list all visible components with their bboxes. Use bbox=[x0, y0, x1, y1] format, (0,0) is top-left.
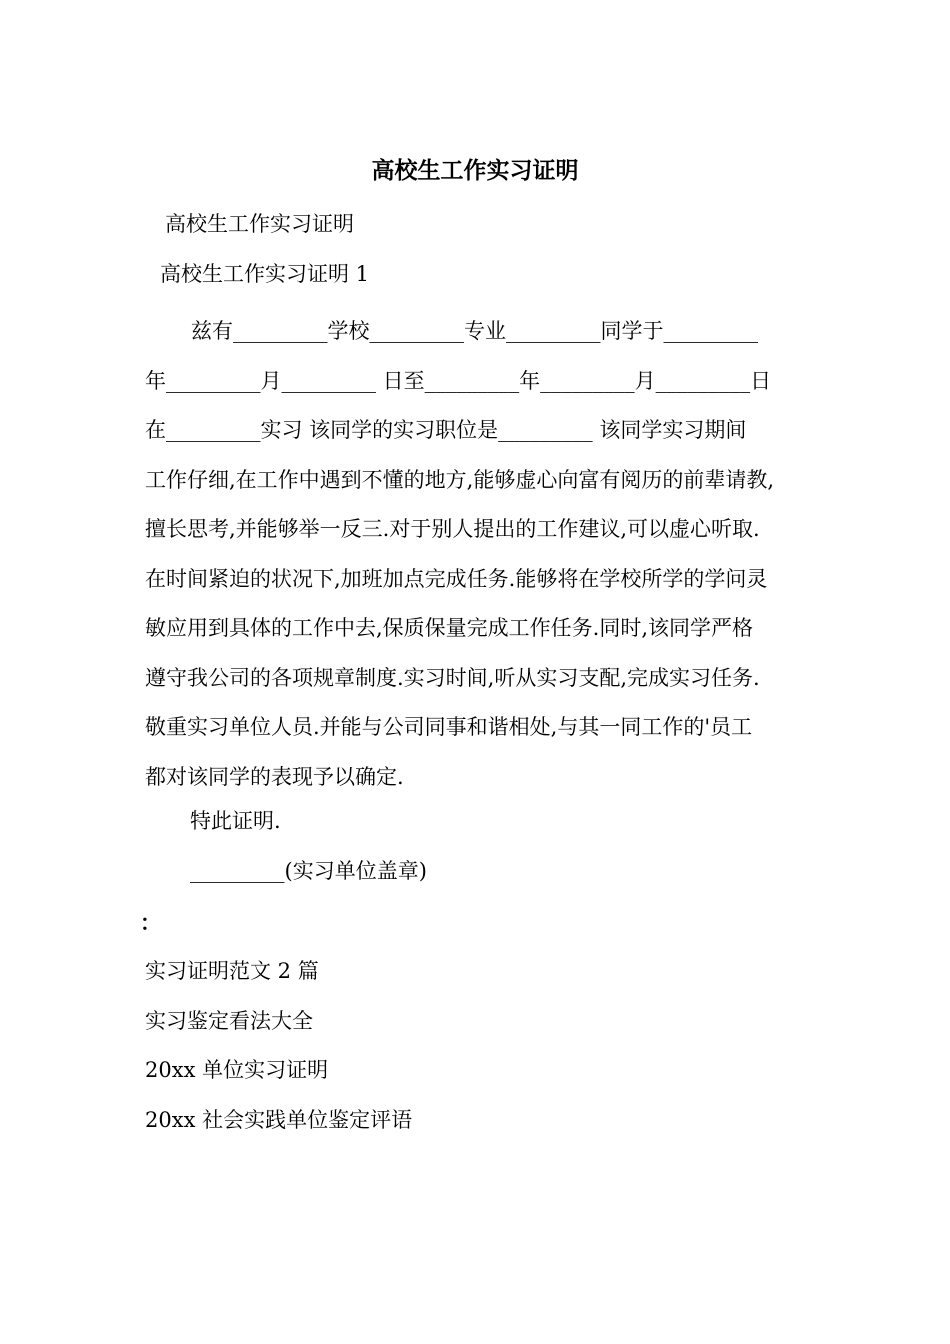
body-line: 工作仔细,在工作中遇到不懂的地方,能够虚心向富有阅历的前辈请教, bbox=[145, 467, 775, 492]
body-line: 年_________月_________ 日至_________年_________月_________日 bbox=[145, 368, 772, 393]
related-link[interactable]: 实习证明范文 2 篇 bbox=[145, 959, 319, 983]
body-line: 都对该同学的表现予以确定. bbox=[145, 764, 404, 789]
closing-statement: 特此证明. bbox=[190, 809, 281, 833]
seal-line: _________(实习单位盖章) bbox=[190, 859, 427, 883]
related-link[interactable]: 实习鉴定看法大全 bbox=[145, 1009, 313, 1033]
related-link[interactable]: 20xx 单位实习证明 bbox=[145, 1058, 329, 1082]
certificate-body bbox=[145, 307, 815, 802]
body-line: 在_________实习 该同学的实习职位是_________ 该同学实习期间 bbox=[145, 418, 747, 442]
document-title: 高校生工作实习证明 bbox=[371, 157, 579, 184]
section-heading: 高校生工作实习证明 1 bbox=[160, 262, 370, 286]
body-line: 兹有_________学校_________专业_________同学于_________ bbox=[191, 319, 758, 343]
body-line: 在时间紧迫的状况下,加班加点完成任务.能够将在学校所学的学问灵 bbox=[145, 566, 768, 591]
document-subtitle: 高校生工作实习证明 bbox=[165, 212, 354, 236]
body-line: 擅长思考,并能够举一反三.对于别人提出的工作建议,可以虚心听取. bbox=[145, 517, 760, 541]
colon-mark: ： bbox=[140, 910, 161, 935]
body-line: 敬重实习单位人员.并能与公司同事和谐相处,与其一同工作的'员工 bbox=[145, 715, 753, 739]
body-line: 敏应用到具体的工作中去,保质保量完成工作任务.同时,该同学严格 bbox=[145, 616, 754, 640]
body-line: 遵守我公司的各项规章制度.实习时间,听从实习支配,完成实习任务. bbox=[145, 665, 760, 690]
related-link[interactable]: 20xx 社会实践单位鉴定评语 bbox=[145, 1108, 413, 1132]
